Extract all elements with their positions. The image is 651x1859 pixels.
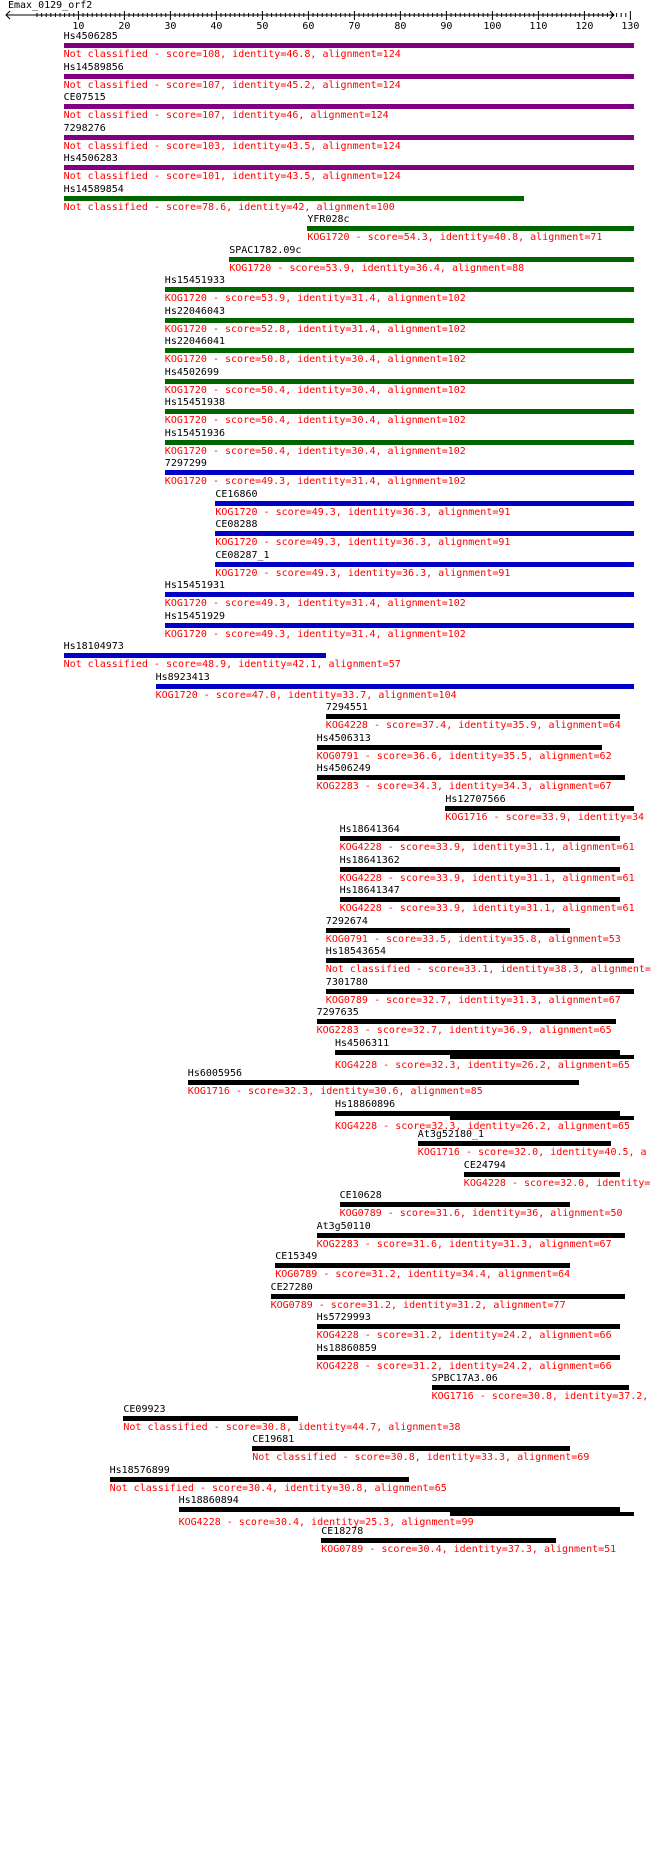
hit-description[interactable]: KOG1716 - score=30.8, identity=37.2, — [431, 1391, 649, 1402]
hit-name[interactable]: Hs4506283 — [63, 153, 118, 164]
hit-row[interactable] — [0, 1495, 620, 1526]
hit-alignment-bar[interactable] — [275, 1263, 569, 1268]
hit-description[interactable]: KOG4228 - score=32.3, identity=26.2, alignment=65 — [335, 1059, 631, 1071]
hit-description[interactable]: KOG1720 - score=52.8, identity=31.4, alignment=102 — [164, 323, 466, 335]
hit-description[interactable]: Not classified - score=48.9, identity=42.1, alignment=57 — [63, 659, 401, 670]
ruler-tick-label: 60 — [302, 21, 315, 32]
hit-description[interactable]: KOG0791 - score=36.6, identity=35.5, alignment=62 — [316, 750, 612, 762]
ruler-tick-label: 130 — [621, 21, 640, 32]
hit-name[interactable]: Hs15451929 — [164, 610, 226, 622]
hit-row[interactable] — [0, 885, 635, 916]
hit-description[interactable]: KOG1720 - score=50.4, identity=30.4, alignment=102 — [164, 384, 466, 396]
hit-description[interactable]: KOG1716 - score=32.0, identity=40.5, a — [417, 1147, 647, 1158]
hit-description[interactable]: KOG0789 - score=31.6, identity=36, alignment=50 — [339, 1208, 623, 1219]
hit-row[interactable] — [0, 1404, 620, 1435]
ruler-tick-label: 20 — [118, 21, 131, 32]
hit-description[interactable]: KOG0789 - score=31.2, identity=34.4, alignment=64 — [275, 1269, 571, 1280]
hit-row[interactable] — [0, 336, 620, 367]
hit-description[interactable]: KOG0789 - score=32.7, identity=31.3, alignment=67 — [325, 994, 621, 1006]
hit-row[interactable] — [0, 1373, 649, 1404]
hit-name[interactable]: CE10628 — [339, 1190, 382, 1201]
hit-alignment-bar[interactable] — [340, 867, 621, 872]
hit-description[interactable]: KOG0789 - score=31.2, identity=31.2, alignment=77 — [270, 1299, 566, 1311]
hit-name[interactable]: Hs15451938 — [164, 397, 226, 408]
hit-alignment-bar[interactable] — [165, 318, 634, 323]
hit-name[interactable]: Hs18576899 — [109, 1464, 170, 1476]
hit-description[interactable]: Not classified - score=107, identity=46, alignment=124 — [63, 110, 389, 121]
hit-name[interactable]: 7301780 — [325, 976, 368, 988]
hit-description[interactable]: KOG4228 - score=32.0, identity= — [463, 1177, 651, 1189]
hit-name[interactable]: 7297635 — [316, 1007, 359, 1018]
hit-alignment-bar[interactable] — [326, 714, 620, 719]
hit-row[interactable] — [0, 428, 620, 459]
hit-row[interactable] — [0, 214, 620, 245]
hit-name[interactable]: SPAC1782.09c — [229, 244, 302, 256]
hit-description[interactable]: KOG1720 - score=50.4, identity=30.4, alignment=102 — [164, 415, 466, 426]
hit-alignment-bar[interactable] — [445, 806, 634, 811]
hit-name[interactable]: Hs4506311 — [335, 1037, 390, 1049]
ruler-tick-label: 10 — [72, 21, 85, 32]
hit-name[interactable]: Hs6005956 — [187, 1068, 242, 1079]
hit-name[interactable]: 7297299 — [164, 458, 207, 469]
hit-description[interactable]: Not classified - score=101, identity=43.5, alignment=124 — [63, 171, 401, 182]
hit-row[interactable] — [0, 397, 620, 428]
hit-alignment-bar[interactable] — [307, 226, 634, 231]
hit-alignment-bar[interactable] — [326, 928, 570, 933]
hit-row[interactable] — [0, 62, 620, 93]
hit-alignment-bar[interactable] — [215, 562, 634, 567]
hit-description[interactable]: KOG2283 - score=32.7, identity=36.9, alignment=65 — [316, 1025, 612, 1036]
hit-description[interactable]: KOG4228 - score=33.9, identity=31.1, alignment=61 — [339, 842, 635, 853]
hit-name[interactable]: Hs14589854 — [63, 183, 124, 195]
hit-row[interactable] — [0, 1282, 620, 1313]
hit-description[interactable]: Not classified - score=107, identity=45.2, alignment=124 — [63, 79, 401, 91]
hit-name[interactable]: Hs4502699 — [164, 366, 219, 378]
hit-alignment-bar[interactable] — [340, 1202, 570, 1207]
hit-description[interactable]: KOG1716 - score=33.9, identity=34 — [445, 811, 645, 823]
hit-description[interactable]: KOG4228 - score=31.2, identity=24.2, alignment=66 — [316, 1330, 612, 1341]
hit-alignment-bar[interactable] — [64, 43, 634, 48]
hit-name[interactable]: Hs18860896 — [335, 1098, 396, 1110]
hit-description[interactable]: KOG4228 - score=31.2, identity=24.2, alignment=66 — [316, 1360, 612, 1372]
hit-alignment-bar[interactable] — [64, 74, 634, 79]
hit-row[interactable] — [0, 702, 620, 733]
hit-alignment-bar[interactable] — [123, 1416, 298, 1421]
hit-alignment-bar[interactable] — [64, 653, 326, 658]
hit-description[interactable]: Not classified - score=108, identity=46.8, alignment=124 — [63, 49, 401, 60]
hit-name[interactable]: Hs18641347 — [339, 885, 400, 896]
hit-name[interactable]: Hs4506249 — [316, 763, 371, 774]
hit-row[interactable] — [0, 733, 620, 764]
hit-name[interactable]: Hs15451931 — [164, 580, 226, 591]
hit-alignment-bar[interactable] — [317, 1019, 616, 1024]
hit-description[interactable]: KOG1720 - score=53.9, identity=31.4, alignment=102 — [164, 293, 466, 304]
hit-name[interactable]: CE15349 — [275, 1251, 318, 1262]
hit-description[interactable]: KOG4228 - score=33.9, identity=31.1, alignment=61 — [339, 903, 635, 914]
hit-description[interactable]: KOG1720 - score=50.4, identity=30.4, alignment=102 — [164, 445, 466, 457]
hit-name[interactable]: CE18278 — [321, 1525, 364, 1537]
hit-description[interactable]: KOG1720 - score=49.3, identity=36.3, alignment=91 — [215, 537, 511, 548]
hit-alignment-bar[interactable] — [188, 1080, 579, 1085]
hit-row[interactable] — [0, 306, 620, 337]
hit-row[interactable] — [0, 580, 620, 611]
hit-row[interactable] — [0, 793, 645, 825]
hit-row[interactable] — [0, 977, 620, 1008]
ruler-tick-label: 40 — [210, 21, 223, 32]
hit-name[interactable]: Hs4506313 — [316, 732, 371, 744]
hit-description[interactable]: KOG4228 - score=37.4, identity=35.9, alignment=64 — [325, 720, 621, 731]
hit-row[interactable] — [0, 824, 635, 855]
hit-alignment-bar[interactable] — [229, 257, 634, 262]
hit-row[interactable] — [0, 245, 620, 276]
hit-description[interactable]: KOG1720 - score=53.9, identity=36.4, alignment=88 — [229, 262, 525, 274]
hit-name[interactable]: Hs8923413 — [155, 671, 210, 683]
hit-alignment-bar[interactable] — [326, 958, 634, 963]
hit-description[interactable]: KOG1720 - score=54.3, identity=40.8, alignment=71 — [307, 232, 603, 243]
hit-row[interactable] — [0, 550, 620, 581]
hit-alignment-bar[interactable] — [165, 592, 634, 597]
hit-name[interactable]: SPBC17A3.06 — [431, 1373, 498, 1384]
hit-alignment-bar[interactable] — [215, 531, 634, 536]
hit-description[interactable]: Not classified - score=33.1, identity=38.3, alignment= — [325, 964, 651, 975]
hit-name[interactable]: Hs12707566 — [445, 793, 506, 805]
hit-alignment-bar[interactable] — [418, 1141, 611, 1146]
hit-name[interactable]: CE09923 — [123, 1403, 166, 1415]
hit-name[interactable]: Hs22046041 — [164, 336, 226, 347]
hit-description[interactable]: KOG0789 - score=30.4, identity=37.3, alignment=51 — [321, 1543, 617, 1555]
hit-alignment-bar[interactable] — [64, 196, 524, 201]
hit-row[interactable] — [0, 672, 620, 703]
hit-name[interactable]: Hs18543654 — [325, 946, 387, 957]
hit-row[interactable] — [0, 458, 620, 489]
hit-row[interactable] — [0, 31, 620, 62]
hit-alignment-bar[interactable] — [317, 1355, 621, 1360]
hit-alignment-bar[interactable] — [156, 684, 634, 689]
hit-description[interactable]: Not classified - score=103, identity=43.5, alignment=124 — [63, 140, 401, 152]
ruler-tick-label: 80 — [394, 21, 407, 32]
ruler-tick-label: 50 — [256, 21, 269, 32]
hit-row[interactable] — [0, 1343, 620, 1374]
hit-name[interactable]: Hs5729993 — [316, 1312, 371, 1323]
ruler-tick-label: 70 — [348, 21, 361, 32]
ruler-tick-label: 30 — [164, 21, 177, 32]
hit-name[interactable]: CE27280 — [270, 1281, 313, 1293]
ruler-tick-label: 110 — [529, 21, 548, 32]
hit-row[interactable] — [0, 641, 620, 672]
hit-name[interactable]: Hs15451936 — [164, 427, 226, 439]
hit-name[interactable]: Hs14589856 — [63, 61, 124, 73]
hit-description[interactable]: KOG1720 - score=49.3, identity=36.3, alignment=91 — [215, 567, 511, 579]
hit-description[interactable]: Not classified - score=30.4, identity=30.8, alignment=65 — [109, 1482, 447, 1494]
hit-row[interactable] — [0, 763, 620, 794]
hit-description[interactable]: Not classified - score=30.8, identity=44.7, alignment=38 — [123, 1421, 461, 1433]
hit-name[interactable]: 7292674 — [325, 915, 368, 927]
hit-name[interactable]: CE19681 — [252, 1434, 295, 1445]
hit-alignment-bar[interactable] — [317, 775, 625, 780]
hit-name[interactable]: CE08288 — [215, 519, 258, 530]
hit-description[interactable]: Not classified - score=30.8, identity=33.3, alignment=69 — [252, 1452, 590, 1463]
hit-secondary-bar[interactable] — [450, 1055, 634, 1059]
hit-row[interactable] — [0, 519, 620, 550]
hit-alignment-bar[interactable] — [317, 1233, 625, 1238]
hit-row[interactable] — [0, 123, 620, 154]
hit-name[interactable]: Hs15451933 — [164, 275, 226, 286]
ruler-tick-label: 120 — [575, 21, 594, 32]
hit-row[interactable] — [0, 153, 620, 184]
hit-name[interactable]: YFR028c — [307, 214, 350, 225]
hit-description[interactable]: KOG1720 - score=47.0, identity=33.7, alignment=104 — [155, 689, 457, 701]
hit-row[interactable] — [0, 916, 620, 947]
hit-description[interactable]: KOG1720 - score=49.3, identity=31.4, alignment=102 — [164, 598, 466, 609]
hit-row[interactable] — [0, 92, 620, 123]
hit-description[interactable]: KOG4228 - score=33.9, identity=31.1, alignment=61 — [339, 872, 635, 884]
hit-description[interactable]: Not classified - score=78.6, identity=42, alignment=100 — [63, 201, 395, 213]
hit-row[interactable] — [0, 1312, 620, 1343]
hit-secondary-bar[interactable] — [450, 1512, 634, 1516]
hit-name[interactable]: Hs18641364 — [339, 824, 400, 835]
hit-alignment-bar[interactable] — [321, 1538, 556, 1543]
hit-alignment-bar[interactable] — [165, 379, 634, 384]
hit-description[interactable]: KOG4228 - score=32.3, identity=26.2, alignment=65 — [335, 1120, 631, 1132]
hit-alignment-bar[interactable] — [252, 1446, 569, 1451]
hit-row[interactable] — [0, 275, 620, 306]
hit-alignment-bar[interactable] — [317, 1324, 621, 1329]
hit-description[interactable]: KOG1720 - score=49.3, identity=36.3, alignment=91 — [215, 506, 511, 518]
hit-name[interactable]: Hs4506285 — [63, 31, 118, 42]
hit-description[interactable]: KOG4228 - score=30.4, identity=25.3, alignment=99 — [178, 1517, 474, 1528]
hit-row[interactable] — [0, 946, 651, 977]
hit-name[interactable]: CE07515 — [63, 92, 106, 103]
ruler-tick-label: 90 — [440, 21, 453, 32]
hit-name[interactable]: At3g50110 — [316, 1220, 371, 1232]
hit-alignment-bar[interactable] — [340, 836, 621, 841]
hit-name[interactable]: Hs18641362 — [339, 854, 400, 866]
ruler-tick-label: 100 — [483, 21, 502, 32]
hit-description[interactable]: KOG1720 - score=49.3, identity=31.4, alignment=102 — [164, 476, 466, 487]
hit-row[interactable] — [0, 1434, 620, 1465]
hit-name[interactable]: Hs18104973 — [63, 641, 124, 652]
hit-alignment-bar[interactable] — [64, 135, 634, 140]
hit-alignment-bar[interactable] — [326, 989, 634, 994]
hit-row[interactable] — [0, 1251, 620, 1282]
hit-row[interactable] — [0, 367, 620, 398]
hit-alignment-bar[interactable] — [271, 1294, 625, 1299]
hit-name[interactable]: CE16860 — [215, 488, 258, 500]
hit-alignment-bar[interactable] — [165, 623, 634, 628]
hit-name[interactable]: CE24794 — [463, 1159, 506, 1171]
hit-alignment-bar[interactable] — [165, 348, 634, 353]
hit-row[interactable] — [0, 1037, 631, 1071]
hit-name[interactable]: Hs22046043 — [164, 305, 226, 317]
hit-row[interactable] — [0, 1098, 631, 1132]
hit-alignment-bar[interactable] — [340, 897, 621, 902]
hit-alignment-bar[interactable] — [64, 165, 634, 170]
hit-secondary-bar[interactable] — [450, 1116, 634, 1120]
hit-alignment-bar[interactable] — [165, 470, 634, 475]
hit-description[interactable]: KOG1716 - score=32.3, identity=30.6, alignment=85 — [187, 1086, 483, 1097]
hit-alignment-bar[interactable] — [317, 745, 602, 750]
hit-description[interactable]: KOG1720 - score=50.8, identity=30.4, alignment=102 — [164, 354, 466, 365]
hit-alignment-bar[interactable] — [64, 104, 634, 109]
hit-description[interactable]: KOG2283 - score=31.6, identity=31.3, alignment=67 — [316, 1238, 612, 1250]
hit-row[interactable] — [0, 1007, 620, 1038]
hit-alignment-bar[interactable] — [464, 1172, 620, 1177]
hit-row[interactable] — [0, 184, 620, 215]
hit-name[interactable]: At3g52180_1 — [417, 1129, 485, 1140]
hit-row[interactable] — [0, 489, 620, 520]
hit-description[interactable]: KOG1720 - score=49.3, identity=31.4, alignment=102 — [164, 628, 466, 640]
hit-row[interactable] — [0, 1221, 620, 1252]
hit-name[interactable]: Hs18860859 — [316, 1342, 377, 1354]
hit-name[interactable]: 7298276 — [63, 122, 106, 134]
hit-name[interactable]: Hs18860894 — [178, 1495, 239, 1506]
hit-row[interactable] — [0, 1068, 620, 1099]
hit-row[interactable] — [0, 1159, 651, 1191]
hit-name[interactable]: CE08287_1 — [215, 549, 270, 561]
hit-alignment-bar[interactable] — [165, 287, 634, 292]
hit-alignment-bar[interactable] — [165, 409, 634, 414]
hit-name[interactable]: 7294551 — [325, 702, 368, 713]
query-title: Emax_0129_orf2 — [8, 0, 93, 11]
hit-alignment-bar[interactable] — [165, 440, 634, 445]
hit-row[interactable] — [0, 1526, 620, 1557]
hit-row[interactable] — [0, 1190, 623, 1221]
hit-row[interactable] — [0, 1465, 620, 1496]
hit-description[interactable]: KOG0791 - score=33.5, identity=35.8, alignment=53 — [325, 933, 621, 945]
hit-alignment-bar[interactable] — [432, 1385, 630, 1390]
hit-row[interactable] — [0, 854, 635, 886]
hit-alignment-bar[interactable] — [110, 1477, 409, 1482]
hit-row[interactable] — [0, 1129, 647, 1160]
hit-description[interactable]: KOG2283 - score=34.3, identity=34.3, alignment=67 — [316, 781, 612, 792]
hit-alignment-bar[interactable] — [215, 501, 634, 506]
hit-row[interactable] — [0, 611, 620, 642]
